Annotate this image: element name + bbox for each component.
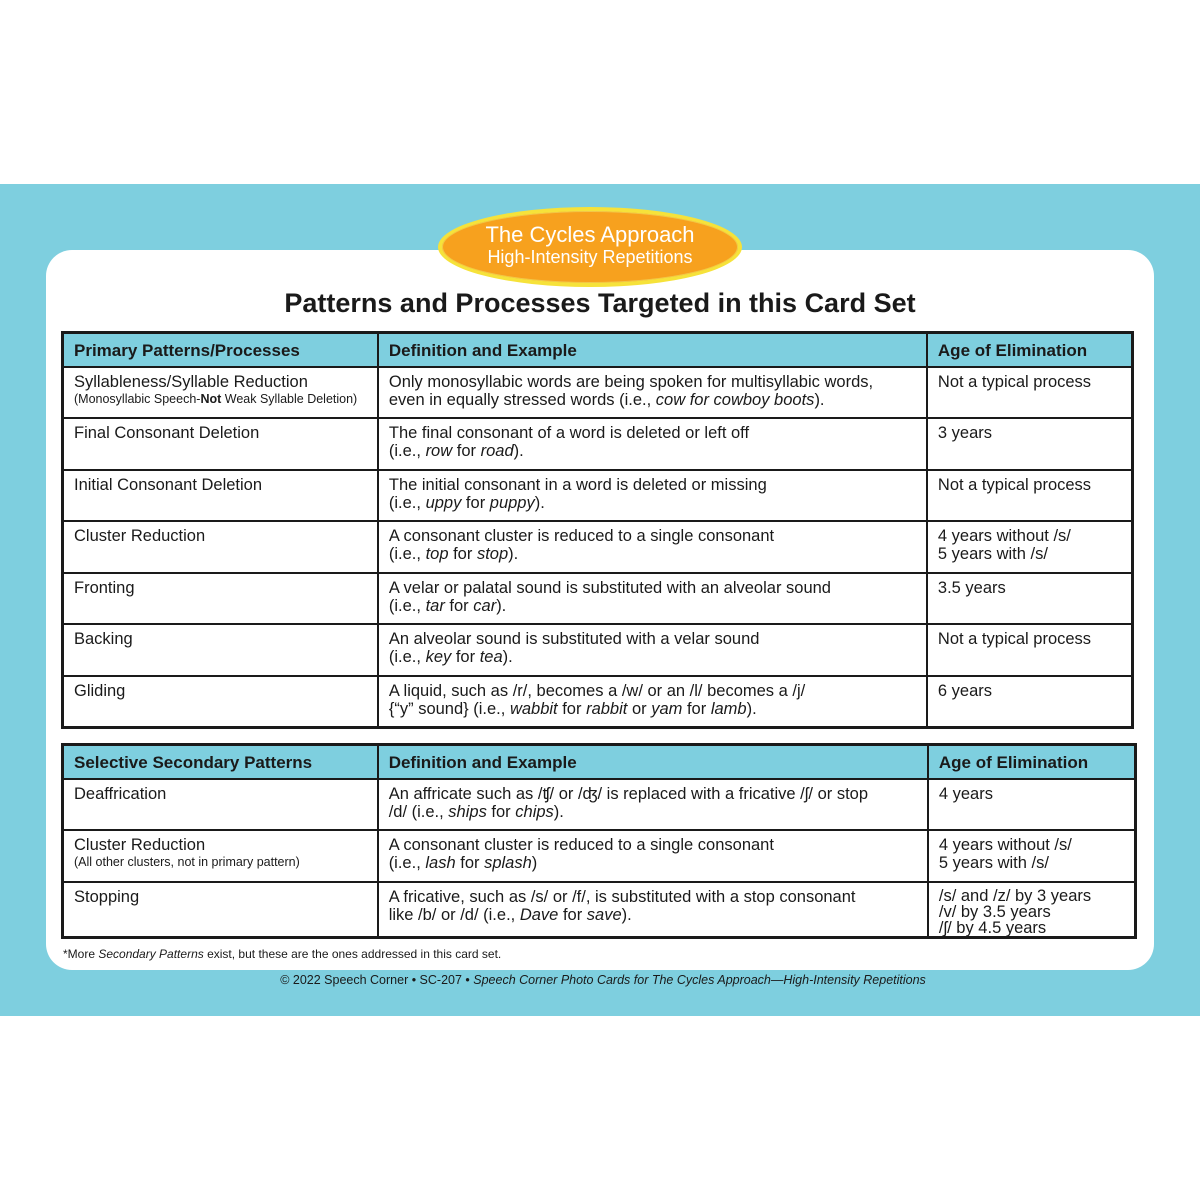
table-row	[63, 470, 1133, 522]
table-row	[63, 676, 1133, 728]
age-cell: 4 years without /s/ 5 years with /s/	[927, 521, 1133, 573]
definition-cell: Only monosyllabic words are being spoken for multisyllabic words, even in equally stressed words (i.e., cow for cowboy boots).	[378, 367, 927, 419]
pattern-cell: Cluster Reduction	[63, 521, 378, 573]
definition-cell: A liquid, such as /r/, becomes a /w/ or an /l/ becomes a /j/ {“y” sound} (i.e., wabbit for rabbit or yam for lamb).	[378, 676, 927, 728]
table-row	[63, 830, 1136, 882]
pattern-name: Cluster Reduction	[74, 836, 206, 855]
age-cell: Not a typical process	[927, 470, 1133, 522]
column-header-definition: Definition and Example	[378, 333, 927, 367]
column-header-pattern: Primary Patterns/Processes	[63, 333, 378, 367]
table-header-row	[63, 745, 1136, 779]
age-cell: /s/ and /z/ by 3 years /v/ by 3.5 years /ʃ/ by 4.5 years	[928, 882, 1136, 938]
age-cell: Not a typical process	[927, 624, 1133, 676]
age-cell: 3.5 years	[927, 573, 1133, 625]
age-cell: 4 years	[928, 779, 1136, 831]
column-header-definition: Definition and Example	[378, 745, 928, 779]
table-row	[63, 367, 1133, 419]
pattern-cell: Deaffrication	[63, 779, 378, 831]
column-header-pattern: Selective Secondary Patterns	[63, 745, 378, 779]
table-row	[63, 418, 1133, 470]
pattern-note: (Monosyllabic Speech-Not Weak Syllable Deletion)	[74, 391, 358, 406]
pattern-cell	[63, 367, 378, 419]
title-badge	[438, 207, 742, 287]
secondary-patterns-table	[61, 743, 1137, 939]
table-row	[63, 573, 1133, 625]
column-header-age: Age of Elimination	[928, 745, 1136, 779]
age-cell: Not a typical process	[927, 367, 1133, 419]
pattern-cell: Stopping	[63, 882, 378, 938]
definition-cell: An affricate such as /ʧ/ or /ʤ/ is replaced with a fricative /ʃ/ or stop /d/ (i.e., ships for chips).	[378, 779, 928, 831]
age-cell: 6 years	[927, 676, 1133, 728]
pattern-cell: Initial Consonant Deletion	[63, 470, 378, 522]
copyright-line: © 2022 Speech Corner • SC-207 • Speech Corner Photo Cards for The Cycles Approach—High-Intensity Repetitions	[280, 973, 926, 987]
pattern-cell: Gliding	[63, 676, 378, 728]
primary-patterns-table	[61, 331, 1134, 729]
table-header-row	[63, 333, 1133, 367]
definition-cell: The final consonant of a word is deleted or left off (i.e., row for road).	[378, 418, 927, 470]
table-row	[63, 521, 1133, 573]
badge-line-1: The Cycles Approach	[485, 222, 695, 247]
pattern-note: (All other clusters, not in primary pattern)	[74, 855, 300, 870]
footnote: *More Secondary Patterns exist, but these are the ones addressed in this card set.	[63, 947, 502, 961]
badge-line-2: High-Intensity Repetitions	[487, 247, 693, 267]
page-title: Patterns and Processes Targeted in this Card Set	[284, 288, 916, 318]
pattern-cell	[63, 830, 378, 882]
age-cell: 4 years without /s/ 5 years with /s/	[928, 830, 1136, 882]
pattern-cell: Fronting	[63, 573, 378, 625]
definition-cell: A consonant cluster is reduced to a single consonant (i.e., lash for splash)	[378, 830, 928, 882]
pattern-name: Syllableness/Syllable Reduction	[74, 372, 308, 391]
table-row	[63, 882, 1136, 938]
column-header-age: Age of Elimination	[927, 333, 1133, 367]
table-row	[63, 624, 1133, 676]
definition-cell: A fricative, such as /s/ or /f/, is substituted with a stop consonant like /b/ or /d/ (i.e., Dave for save).	[378, 882, 928, 938]
pattern-cell: Final Consonant Deletion	[63, 418, 378, 470]
definition-cell: A consonant cluster is reduced to a single consonant (i.e., top for stop).	[378, 521, 927, 573]
table-row	[63, 779, 1136, 831]
pattern-cell: Backing	[63, 624, 378, 676]
definition-cell: The initial consonant in a word is deleted or missing (i.e., uppy for puppy).	[378, 470, 927, 522]
age-cell: 3 years	[927, 418, 1133, 470]
definition-cell: A velar or palatal sound is substituted with an alveolar sound (i.e., tar for car).	[378, 573, 927, 625]
definition-cell: An alveolar sound is substituted with a velar sound (i.e., key for tea).	[378, 624, 927, 676]
